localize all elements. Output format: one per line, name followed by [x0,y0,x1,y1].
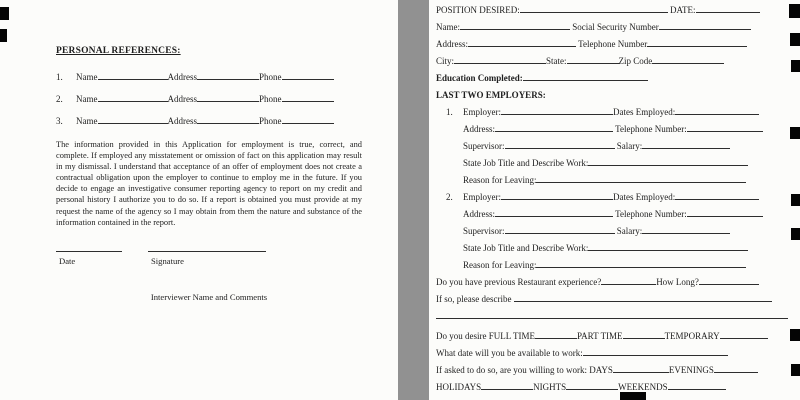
job-title-label: State Job Title and Describe Work: [463,158,589,168]
address-label: Address: [463,209,495,219]
address-label: Address [167,72,197,82]
salary-label: Salary: [616,226,643,236]
blank-line [468,39,576,47]
telephone-label: Telephone Number: [615,209,687,219]
blank-line [536,260,746,268]
address-label: Address [167,116,197,126]
employer-address-row [436,209,794,221]
employer-reason-row [436,175,794,187]
blank-line [714,365,758,373]
holidays-nights-weekends-row [436,382,794,394]
dates-employed-label: Dates Employed: [613,107,676,117]
certification-statement: The information provided in this Application for employment is true, correct, and complete. If employed any misstatement or omission of fact on this application may result in my dismissal. I understand that acceptance of an offer of employment does not create a contractual obligation upon the employer to continue to employ me in the future. If you decide to engage an investigative consumer reporting agency to report on my credit and personal history I authorize you to do so. If a report is obtained you must provide at my request the name of the agency so I may obtain from them the nature and substance of the information contained in the report. [56,140,362,227]
reason-leaving-label: Reason for Leaving: [463,175,537,185]
scan-artifact [791,364,800,376]
blank-line [699,277,759,285]
blank-line [501,107,613,115]
address-label: Address: [463,124,495,134]
scan-artifact [790,329,800,341]
reference-number: 2. [56,94,63,104]
scan-artifact [791,60,800,72]
signature-field [148,244,266,266]
blank-line [659,22,751,30]
blank-line [454,56,546,64]
application-page-right [429,0,800,400]
holidays-label: HOLIDAYS [436,382,482,392]
scan-artifact [620,392,646,400]
blank-line [98,94,168,102]
date-label: Date [59,255,76,266]
employer-job-title-row [436,158,794,170]
blank-line [282,116,334,124]
scan-artifact [790,127,800,139]
blank-line [56,244,122,252]
blank-line [523,73,648,81]
signature-label: Signature [151,255,184,266]
blank-line [495,124,613,132]
weekends-label: WEEKENDS [618,382,668,392]
blank-line [495,209,613,217]
part-time-label: PART TIME [577,331,623,341]
zip-label: Zip Code [618,56,653,66]
date-label: DATE: [670,5,696,15]
describe-continuation-row [436,311,794,323]
blank-line [197,116,259,124]
city-label: City: [436,56,455,66]
blank-line [520,5,668,13]
blank-line [282,72,334,80]
scan-artifact [789,4,800,18]
city-state-zip-row [436,56,794,68]
supervisor-label: Supervisor: [463,141,505,151]
supervisor-label: Supervisor: [463,226,505,236]
phone-label: Phone [259,116,282,126]
employer-label: Employer: [463,192,501,202]
address-label: Address [167,94,197,104]
name-label: Name [76,72,98,82]
desire-full-time-label: Do you desire FULL TIME [436,331,535,341]
blank-line [588,158,748,166]
blank-line [505,141,615,149]
blank-line [98,116,168,124]
scan-artifact [790,33,800,46]
ssn-label: Social Security Number [572,22,659,32]
education-row [436,73,794,85]
nights-label: NIGHTS [533,382,567,392]
willing-label: If asked to do so, are you willing to work: [436,365,587,375]
blank-line [197,72,259,80]
name-ssn-row [436,22,794,34]
salary-label: Salary: [616,141,643,151]
how-long-label: How Long? [656,277,699,287]
willing-to-work-row [436,365,794,377]
reference-row [56,116,398,126]
reason-leaving-label: Reason for Leaving: [463,260,537,270]
blank-line [536,175,746,183]
telephone-label: Telephone Number: [615,124,687,134]
right-page-content [429,0,800,394]
reference-row [56,72,398,82]
blank-line [623,331,665,339]
reference-row [56,94,398,104]
blank-line [675,107,759,115]
blank-line [514,294,772,302]
employer-supervisor-row [436,141,794,153]
blank-line [583,348,728,356]
application-page-left [0,0,398,400]
blank-line [436,311,788,319]
blank-line [647,39,747,47]
scan-artifact [791,194,800,206]
address-label: Address: [436,39,468,49]
describe-row [436,294,794,306]
employer-row [436,192,794,204]
describe-label: If so, please describe [436,294,512,304]
date-field [56,244,122,266]
personal-references-heading: PERSONAL REFERENCES: [56,46,181,56]
blank-line [687,209,763,217]
employer-number: 1. [446,107,453,117]
blank-line [197,94,259,102]
employer-reason-row [436,260,794,272]
blank-line [675,192,759,200]
blank-line [505,226,615,234]
employer-row [436,107,794,119]
blank-line [652,56,724,64]
scan-artifact [791,228,800,240]
blank-line [720,331,768,339]
state-label: State: [546,56,567,66]
last-two-employers-heading: LAST TWO EMPLOYERS: [436,90,546,100]
job-title-label: State Job Title and Describe Work: [463,243,589,253]
blank-line [668,382,726,390]
blank-line [282,94,334,102]
education-label: Education Completed: [436,73,523,83]
blank-line [566,382,618,390]
available-date-label: What date will you be available to work: [436,348,583,358]
blank-line [601,277,656,285]
blank-line [535,331,577,339]
reference-number: 3. [56,116,63,126]
blank-line [567,56,619,64]
position-desired-label: POSITION DESIRED: [436,5,520,15]
references-list [56,72,398,126]
employer-job-title-row [436,243,794,255]
phone-label: Phone [259,72,282,82]
restaurant-experience-row [436,277,794,289]
scan-artifact [0,7,9,20]
reference-number: 1. [56,72,63,82]
employment-type-row [436,331,794,343]
blank-line [501,192,613,200]
dates-employed-label: Dates Employed: [613,192,676,202]
employer-address-row [436,124,794,136]
blank-line [687,124,763,132]
temporary-label: TEMPORARY [664,331,720,341]
blank-line [460,22,570,30]
blank-line [642,226,730,234]
name-label: Name [76,94,98,104]
name-label: Name [76,116,98,126]
address-telephone-row [436,39,794,51]
interviewer-comments-label: Interviewer Name and Comments [150,291,268,302]
blank-line [613,365,669,373]
available-date-row [436,348,794,360]
left-page-content [0,0,398,302]
evenings-label: EVENINGS [668,365,714,375]
telephone-label: Telephone Number [578,39,648,49]
blank-line [588,243,748,251]
employer-supervisor-row [436,226,794,238]
scan-artifact [0,29,7,42]
position-date-row [436,5,794,17]
blank-line [696,5,760,13]
blank-line [481,382,533,390]
blank-line [148,244,266,252]
signature-row [56,244,398,266]
experience-question-label: Do you have previous Restaurant experience? [436,277,602,287]
phone-label: Phone [259,94,282,104]
employer-number: 2. [446,192,453,202]
days-label: DAYS [589,365,613,375]
blank-line [642,141,730,149]
employer-label: Employer: [463,107,501,117]
blank-line [98,72,168,80]
name-label: Name: [436,22,460,32]
